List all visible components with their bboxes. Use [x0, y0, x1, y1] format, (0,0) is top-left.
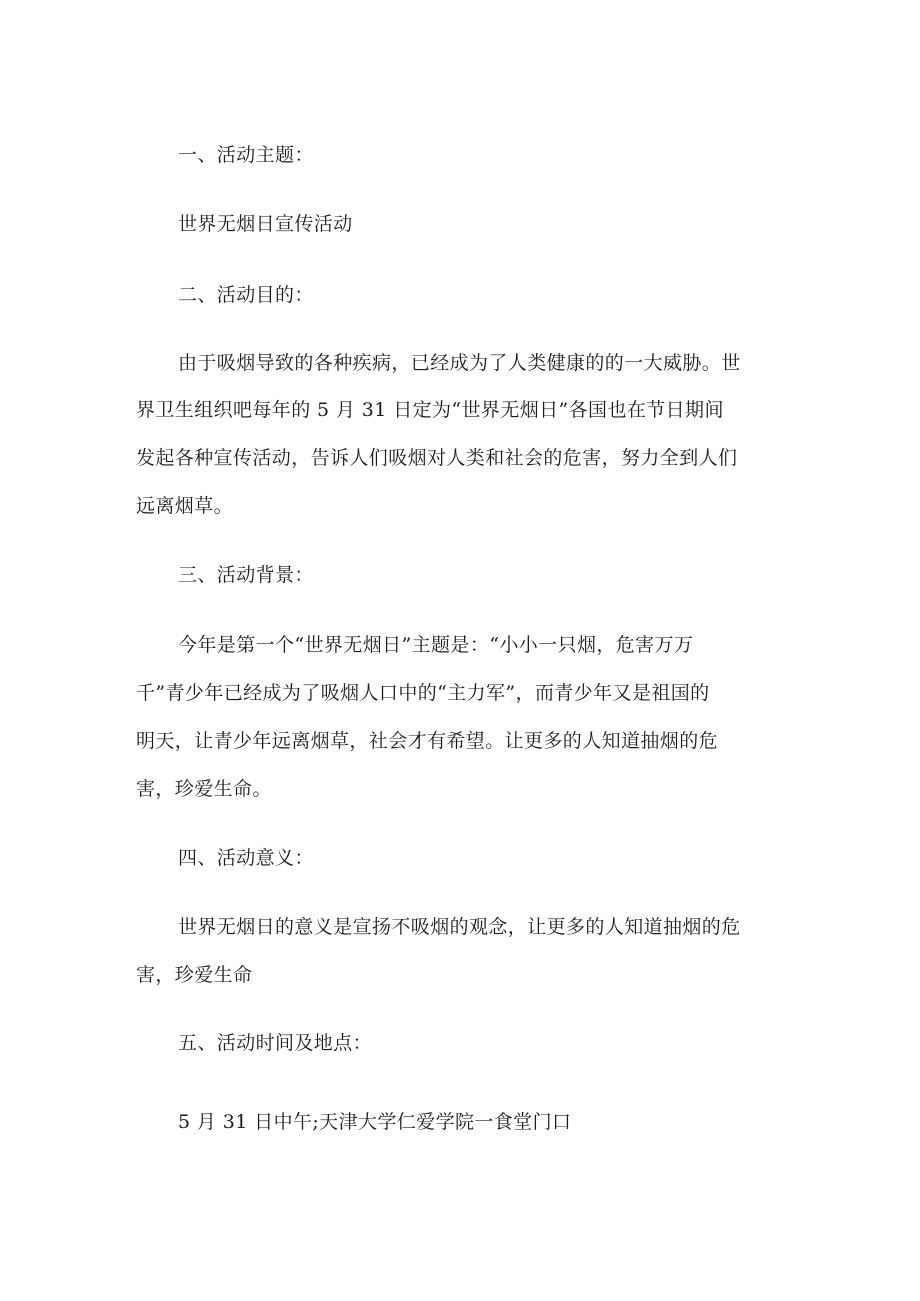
purpose-paragraph-line: 由于吸烟导致的各种疾病，已经成为了人类健康的的一大威胁。世 [178, 352, 741, 374]
time-place-text: 5 月 31 日中午;天津大学仁爱学院一食堂门口 [178, 1111, 572, 1133]
heading-activity-purpose: 二、活动目的： [178, 284, 314, 306]
purpose-paragraph-line: 发起各种宣传活动，告诉人们吸烟对人类和社会的危害，努力全到人们 [136, 447, 738, 469]
purpose-paragraph-line: 远离烟草。 [136, 495, 234, 517]
heading-activity-background: 三、活动背景： [178, 564, 314, 586]
heading-activity-significance: 四、活动意义： [178, 847, 314, 869]
activity-theme-text: 世界无烟日宣传活动 [178, 213, 353, 235]
heading-activity-time-place: 五、活动时间及地点： [178, 1032, 373, 1054]
heading-activity-theme: 一、活动主题： [178, 144, 314, 166]
purpose-paragraph-line: 界卫生组织吧每年的 5 月 31 日定为“世界无烟日”各国也在节日期间 [136, 399, 724, 421]
background-paragraph-line: 害，珍爱生命。 [136, 778, 272, 800]
background-paragraph-line: 今年是第一个“世界无烟日”主题是：“小小一只烟，危害万万 [178, 634, 694, 656]
background-paragraph-line: 千”青少年已经成为了吸烟人口中的“主力军”，而青少年又是祖国的 [136, 682, 710, 704]
significance-paragraph-line: 害，珍爱生命 [136, 964, 253, 986]
significance-paragraph-line: 世界无烟日的意义是宣扬不吸烟的观念，让更多的人知道抽烟的危 [178, 916, 741, 938]
background-paragraph-line: 明天，让青少年远离烟草，社会才有希望。让更多的人知道抽烟的危 [136, 730, 719, 752]
